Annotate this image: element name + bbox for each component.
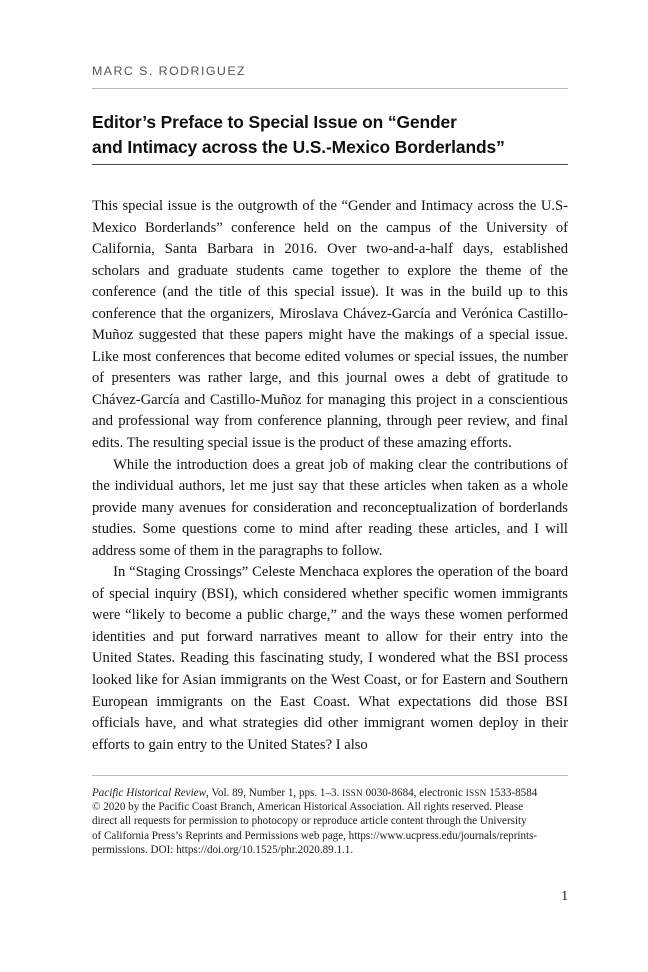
body-paragraph: While the introduction does a great job of making clear the contributions of the individual authors, let me just say that these articles when taken as a whole provide many avenues for consideration and reconceptualization of borderlands studies. Some questions come to mind after reading these articles, and I will address some of them in the paragraphs to follow. xyxy=(92,456,568,559)
body-paragraph: This special issue is the outgrowth of the “Gender and Intimacy across the U.S-Mexico Borderlands” conference held on the campus of the University of California, Santa Barbara in 2016. Over two-and-a-half days, established scholars and graduate students came together to explore the theme of the conference (and the title of this special issue). It was in the build up to this conference that the organizers, Miroslava Chávez-García and Verónica Castillo-Muñoz suggested that these papers might have the makings of a special issue. Like most conferences that become edited volumes or special issues, the number of presenters was rather large, and this journal owes a debt of gratitude to Chávez-García and Castillo-Muñoz for managing this project in a conscientious and professional way from conference planning, through peer review, and final edits. The resulting special issue is the product of these amazing efforts. xyxy=(92,198,568,452)
footnote-line-permissions-1: direct all requests for permission to photocopy or reproduce article content through the University xyxy=(92,815,527,828)
copyright-footnote xyxy=(92,786,572,857)
issn-label: ISSN xyxy=(342,788,363,798)
issn-label: ISSN xyxy=(465,788,487,798)
author-running-head: MARC S. RODRIGUEZ xyxy=(92,64,247,78)
page-title-line-1: Editor’s Preface to Special Issue on “Gender xyxy=(92,111,457,132)
footnote-line-permissions-2: of California Press’s Reprints and Permissions web page, https://www.ucpress.edu/journals/reprints- xyxy=(92,829,538,842)
page-number: 1 xyxy=(561,888,568,903)
header-divider-rule xyxy=(92,88,568,89)
footnote-divider-rule xyxy=(92,775,568,776)
page-title-line-2: and Intimacy across the U.S.-Mexico Borderlands” xyxy=(92,137,505,158)
issn-value: 0030-8684, electronic xyxy=(362,787,466,799)
page-title xyxy=(92,110,578,161)
issn-value: 1533-8584 xyxy=(486,787,538,799)
article-body xyxy=(92,196,568,756)
citation-details: , Vol. 89, Number 1, pps. 1–3. xyxy=(206,787,343,799)
footnote-line-doi: permissions. DOI: https://doi.org/10.1525/phr.2020.89.1.1. xyxy=(92,843,354,856)
body-paragraph: In “Staging Crossings” Celeste Menchaca explores the operation of the board of special inquiry (BSI), which considered whether specific women immigrants were “likely to become a public charge,” and the ways these women performed identities and put forward narratives meant to allow for their entry into the United States. Reading this fascinating study, I wondered what the BSI process looked like for Asian immigrants on the West Coast, or for Eastern and Southern European immigrants on the East Coast. What expectations did those BSI officials have, and what strategies did other immigrant women deploy in their efforts to gain entry to the United States? I also xyxy=(92,564,568,753)
footnote-line-copyright: © 2020 by the Pacific Coast Branch, American Historical Association. All rights reserved. Please xyxy=(92,801,524,814)
title-divider-rule xyxy=(92,164,568,165)
journal-name: Pacific Historical Review xyxy=(92,787,206,799)
footnote-line-citation xyxy=(92,786,572,800)
